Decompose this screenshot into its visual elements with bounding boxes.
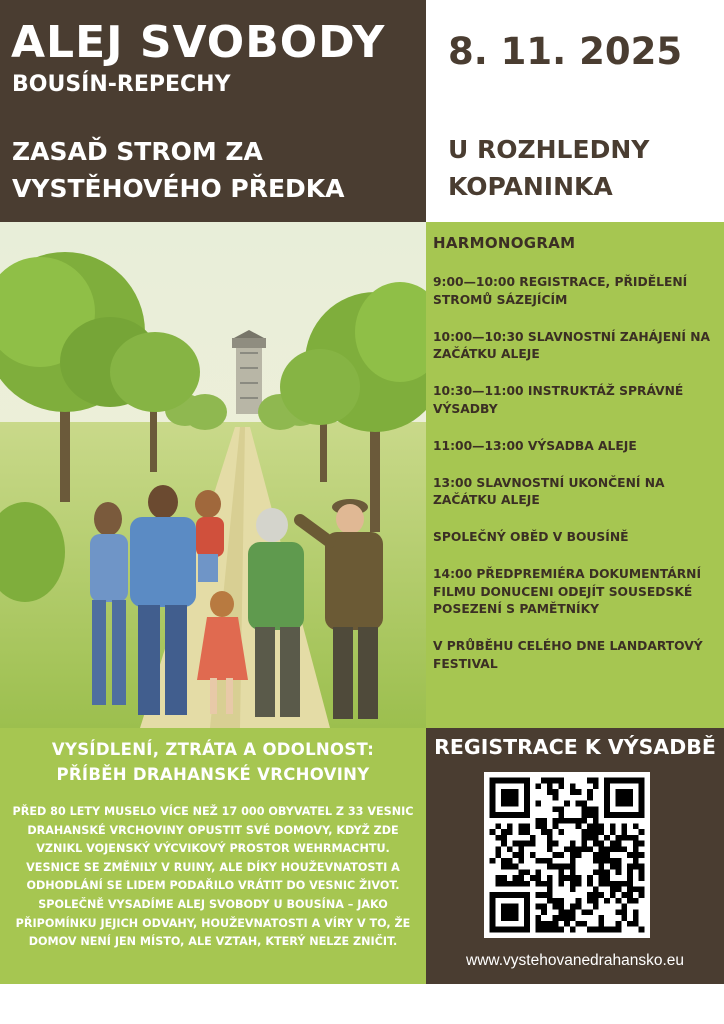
schedule-item: 10:30—11:00 INSTRUKTÁŽ SPRÁVNÉ VÝSADBY	[433, 384, 684, 416]
schedule-item: V PRŮBĚHU CELÉHO DNE LANDARTOVÝ FESTIVAL	[433, 639, 703, 671]
family-alley-illustration	[0, 222, 426, 728]
lookout-tower	[232, 330, 266, 414]
schedule-item: 11:00—13:00 VÝSADBA ALEJE	[433, 438, 637, 453]
registration-title: REGISTRACE K VÝSADBĚ	[434, 735, 716, 759]
story-text: PŘED 80 LETY MUSELO VÍCE NEŽ 17 000 OBYVATEL Z 33 VESNIC DRAHANSKÉ VRCHOVINY OPUSTIT SVÉ DOMOVY, KDYŽ ZDE VZNIKL VOJENSKÝ VÝCVIKOVÝ PROSTOR WEHRMACHTU. VESNICE SE ZMĚNILY V RUINY, ALE DÍKY HOUŽEVNATOSTI A ODHODLÁNÍ SE LIDEM PODAŘILO VRÁTIT DO VESNIC ŽIVOT. SPOLEČNĚ VYSADÍME ALEJ SVOBODY U BOUSÍNA – JAKO PŘIPOMÍNKU JEJICH ODVAHY, HOUŽEVNATOSTI A VÍRY V TO, ŽE DOMOV NENÍ JEN MÍSTO, ALE VZTAH, KTERÝ NELZE ZNIČIT.	[12, 805, 414, 949]
schedule-item: 10:00—10:30 SLAVNOSTNÍ ZAHÁJENÍ NA ZAČÁTKU ALEJE	[433, 329, 711, 361]
schedule-item: 14:00 PŘEDPREMIÉRA DOKUMENTÁRNÍ FILMU DONUCENI ODEJÍT SOUSEDSKÉ POSEZENÍ S PAMĚTNÍKY	[433, 567, 702, 616]
website-link[interactable]: www.vystehovanedrahansko.eu	[466, 952, 684, 969]
schedule-item: SPOLEČNÝ OBĚD V BOUSÍNĚ	[433, 530, 629, 544]
schedule-item: 9:00—10:00 REGISTRACE, PŘIDĚLENÍ STROMŮ SÁZEJÍCÍM	[433, 275, 688, 307]
event-date: 8. 11. 2025	[448, 30, 683, 73]
schedule-list	[433, 274, 719, 693]
story-title: VYSÍDLENÍ, ZTRÁTA A ODOLNOST: PŘÍBĚH DRAHANSKÉ VRCHOVINY	[51, 740, 375, 784]
schedule-title: HARMONOGRAM	[433, 234, 576, 252]
event-title: ALEJ SVOBODY	[11, 17, 386, 68]
schedule-item: 13:00 SLAVNOSTNÍ UKONČENÍ NA ZAČÁTKU ALEJE	[433, 475, 665, 507]
event-slogan: ZASAĎ STROM ZA VYSTĚHOVÉHO PŘEDKA	[12, 137, 345, 203]
qr-code-icon[interactable]	[484, 772, 650, 938]
event-venue: U ROZHLEDNY KOPANINKA	[448, 135, 650, 201]
event-location: BOUSÍN-REPECHY	[12, 72, 231, 97]
